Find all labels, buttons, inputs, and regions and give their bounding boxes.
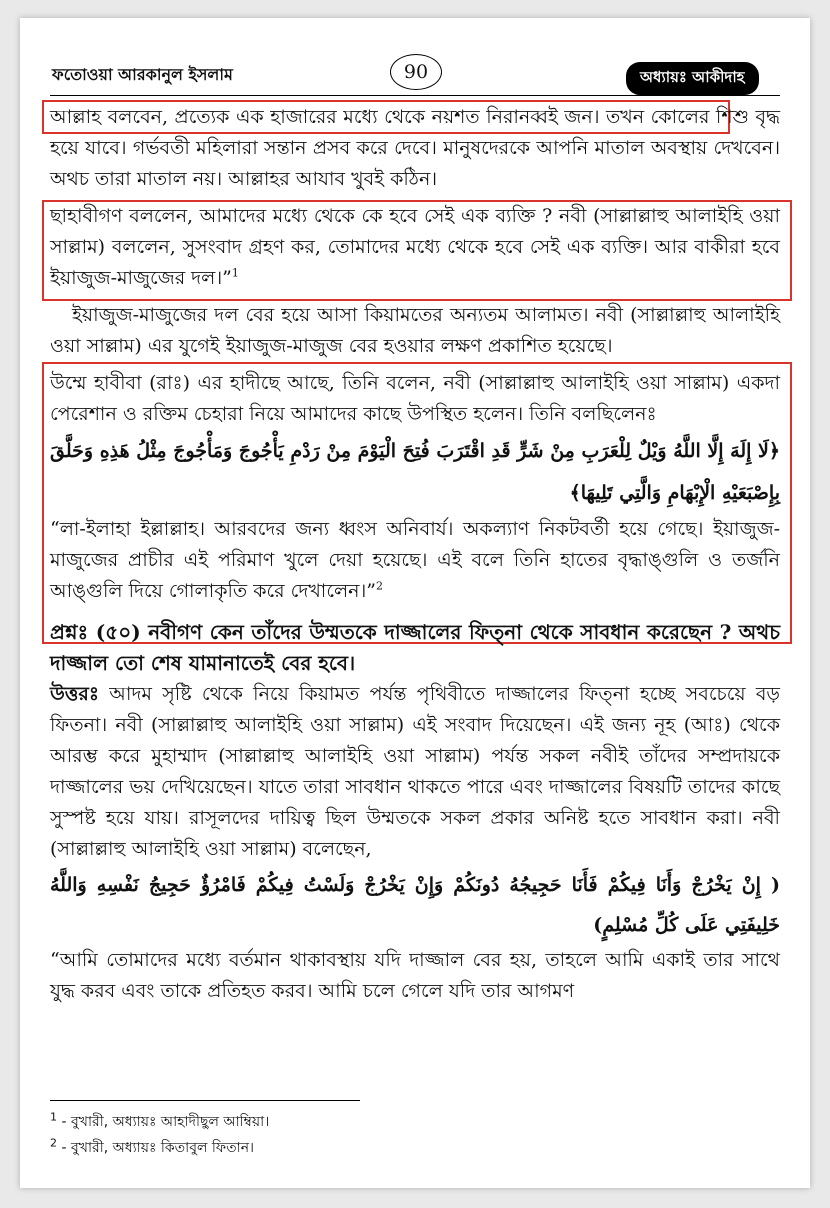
footnote-ref-1[interactable]: 1 (231, 266, 239, 280)
page-number: 90 (390, 54, 442, 90)
answer-paragraph: উত্তরঃ আদম সৃষ্টি থেকে নিয়ে কিয়ামত পর্যন্ত পৃথিবীতে দাজ্জালের ফিত্‌না হচ্ছে সবচেয়ে বড় ফিতনা। নবী (সাল্লাল্লাহু আলাইহি ওয়া সাল্লাম) এই সংবাদ দিয়েছেন। এই জন্য নূহ (আঃ) থেকে আরম্ভ করে মুহাম্মাদ (সাল্লাল্লাহু আলাইহি ওয়া সাল্লাম) পর্যন্ত সকল নবীই তাঁদের সম্প্রদায়কে দাজ্জালের ভয় দেখিয়েছেন। যাতে তারা সাবধান থাকতে পারে এবং দাজ্জালের বিষয়টি তাদের কাছে সুস্পষ্ট হয়ে যায়। রাসূলদের দায়িত্ব ছিল উম্মতকে সকল প্রকার অনিষ্ট হতে সাবধান করা। নবী (সাল্লাল্লাহু আলাইহি ওয়া সাল্লাম) বলেছেন, (50, 683, 780, 860)
main-text (50, 102, 780, 1007)
question-heading: প্রশ্নঃ (৫০) নবীগণ কেন তাঁদের উম্মতকে দাজ্জালের ফিত্‌না থেকে সাবধান করেছেন ? অথচ দাজ্জাল তো শেষ যামানাতেই বের হবে। (50, 620, 780, 675)
footnote-1: $^1$ - বুখারী, অধ্যায়ঃ আহাদীছুল আম্বিয়া। (50, 1110, 270, 1130)
paragraph-5: “লা-ইলাহা ইল্লাল্লাহ। আরবদের জন্য ধ্বংস অনিবার্য। অকল্যাণ নিকটবর্তী হয়ে গেছে। ইয়াজুজ-মাজুজের প্রাচীর এই পরিমাণ খুলে দেয়া হয়েছে। এই বলে তিনি হাতের বৃদ্ধাঙ্গুলি ও তর্জনি আঙ্গুলি দিয়ে গোলাকৃতি করে দেখালেন।”$^2$ (50, 518, 780, 602)
paragraph-3: ইয়াজুজ-মাজুজের দল বের হয়ে আসা কিয়ামতের অন্যতম আলামত। নবী (সাল্লাল্লাহু আলাইহি ওয়া সাল্লাম) এর যুগেই ইয়াজুজ-মাজুজ বের হওয়ার লক্ষণ প্রকাশিত হয়েছে। (50, 304, 780, 357)
book-title: ফতোওয়া আরকানুল ইসলাম (52, 65, 233, 84)
footnote-ref-2[interactable]: 2 (375, 579, 383, 593)
paragraph-2: ছাহাবীগণ বললেন, আমাদের মধ্যে থেকে কে হবে সেই এক ব্যক্তি ? নবী (সাল্লাল্লাহু আলাইহি ওয়া সাল্লাম) বললেন, সুসংবাদ গ্রহণ কর, তোমাদের মধ্যে থেকে হবে সেই এক ব্যক্তি। আর বাকীরা হবে ইয়াজুজ-মাজুজের দল।”$^1$ (50, 205, 780, 289)
header-divider (50, 95, 780, 96)
paragraph-6: “আমি তোমাদের মধ্যে বর্তমান থাকাবস্থায় যদি দাজ্জাল বের হয়, তাহলে আমি একাই তার সাথে যুদ্ধ করব এবং তাকে প্রতিহত করব। আমি চলে গেলে যদি তার আগমণ (50, 949, 780, 1002)
answer-label: উত্তরঃ (50, 683, 99, 705)
footnote-divider (50, 1100, 360, 1101)
footnote-2: $^2$ - বুখারী, অধ্যায়ঃ কিতাবুল ফিতান। (50, 1136, 255, 1156)
chapter-badge: অধ্যায়ঃ আকীদাহ (626, 62, 759, 95)
boxed-sentence: আল্লাহ বলবেন, প্রত্যেক এক হাজারের মধ্যে থেকে নয়শত নিরানব্বই জন। (50, 106, 600, 128)
arabic-hadith-2: ( إِنْ يَخْرُجْ وَأَنَا فِيكُمْ فَأَنَا حَجِيجُهُ دُونَكُمْ وَإِنْ يَخْرُجْ وَلَسْتُ فِيكُمْ فَامْرُؤٌ حَجِيجُ نَفْسِهِ وَاللَّهُ خَلِيفَتِي عَلَى كُلِّ مُسْلِمٍ) (50, 874, 780, 936)
book-page (20, 18, 810, 1188)
arabic-hadith-1: ﴿لَا إِلَهَ إِلَّا اللَّهُ وَيْلٌ لِلْعَرَبِ مِنْ شَرٍّ قَدِ اقْتَرَبَ فُتِحَ الْيَوْمَ مِنْ رَدْمِ يَأْجُوجَ وَمَأْجُوجَ مِثْلُ هَذِهِ وَحَلَّقَ بِإِصْبَعَيْهِ الْإِبْهَامِ وَالَّتِي تَلِيهَا﴾ (50, 440, 780, 504)
paragraph-1: আল্লাহ বলবেন, প্রত্যেক এক হাজারের মধ্যে থেকে নয়শত নিরানব্বই জন। তখন কোলের শিশু বৃদ্ধ হয়ে যাবে। গর্ভবতী মহিলারা সন্তান প্রসব করে দেবে। মানুষদেরকে আপনি মাতাল অবস্থায় দেখবেন। অথচ তারা মাতাল নয়। আল্লাহর আযাব খুবই কঠিন। (50, 106, 781, 190)
paragraph-4: উম্মে হাবীবা (রাঃ) এর হাদীছে আছে, তিনি বলেন, নবী (সাল্লাল্লাহু আলাইহি ওয়া সাল্লাম) একদা পেরেশান ও রক্তিম চেহারা নিয়ে আমাদের কাছে উপস্থিত হলেন। তিনি বলছিলেনঃ (50, 372, 780, 425)
